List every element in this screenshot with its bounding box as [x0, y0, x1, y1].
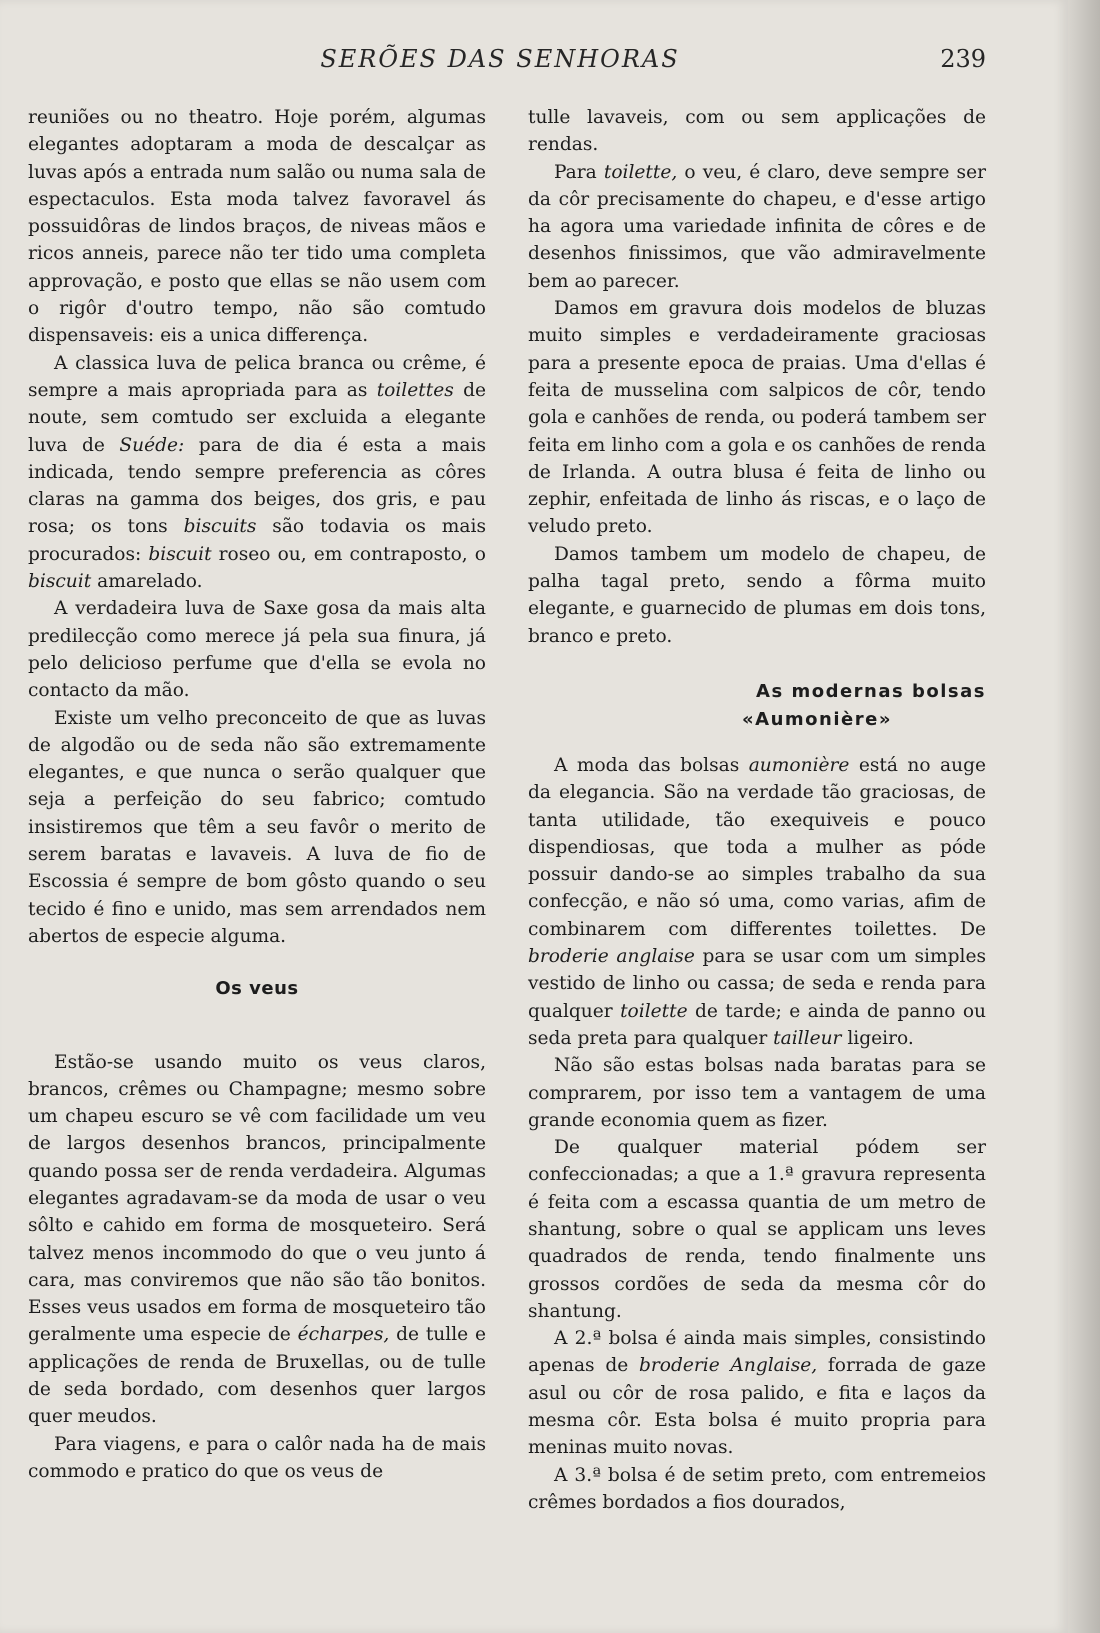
paragraph: Existe um velho preconceito de que as luvas de algodão ou de seda não são extremamente elegantes, e que nunca o serão qualquer que seja a perfeição do seu fabrico; comtudo insistiremos que têm a seu favôr o merito de serem baratas e lavaveis. A luva de fio de Escossia é sempre de bom gôsto quando o seu tecido é fino e unido, mas sem arrendados nem abertos de especie alguma.	[28, 707, 486, 947]
right-column	[528, 104, 986, 1516]
paragraph: tulle lavaveis, com ou sem applicações de rendas.	[528, 107, 986, 156]
running-title: SERÕES DAS SENHORAS	[320, 45, 680, 73]
paragraph: A moda das bolsas aumonière está no auge da elegancia. São na verdade tão graciosas, de tanta utilidade, tão exequiveis e pouco dispendiosas, que toda a mulher as póde possuir dando-se ao simples trabalho da sua confecção, e não só uma, como varias, afim de combinarem com differentes toilettes. De broderie anglaise para se usar com um simples vestido de linho ou cassa; de seda e renda para qualquer toilette de tarde; e ainda de panno ou seda preta para qualquer tailleur ligeiro.	[528, 754, 987, 1049]
paragraph: A verdadeira luva de Saxe gosa da mais alta predilecção como merece já pela sua finura, já pelo delicioso perfume que d'ella se evola no contacto da mão.	[28, 598, 486, 702]
heading-line-2: «Aumonière»	[742, 708, 892, 730]
section-heading-bolsas	[528, 678, 986, 734]
running-head	[0, 45, 1068, 85]
paragraph: reuniões ou no theatro. Hoje porém, algumas elegantes adoptaram a moda de descalçar as luvas após a entrada num salão ou numa sala de espectaculos. Esta moda talvez favoravel ás possuidôras de lindos braços, de niveas mãos e ricos anneis, parece não ter tido uma completa approvação, e posto que ellas se não usem com o rigôr d'outro tempo, não são comtudo dispensaveis: eis a unica differença.	[28, 107, 486, 347]
paragraph: Damos em gravura dois modelos de bluzas muito simples e verdadeiramente graciosas para a presente epoca de praias. Uma d'ellas é feita de musselina com salpicos de côr, tendo gola e canhões de renda, ou poderá tambem ser feita em linho com a gola e os canhões de renda de Irlanda. A outra blusa é feita de linho ou zephir, enfeitada de linho ás riscas, e o laço de veludo preto.	[528, 298, 986, 538]
paragraph: De qualquer material pódem ser confeccionadas; a que a 1.ª gravura representa é feita com a escassa quantia de um metro de shantung, sobre o qual se applicam uns leves quadrados de renda, tendo finalmente uns grossos cordões de seda da mesma côr do shantung.	[528, 1137, 986, 1322]
paragraph: A 2.ª bolsa é ainda mais simples, consistindo apenas de broderie Anglaise, forrada de gaze asul ou côr de rosa palido, e fita e laços da mesma côr. Esta bolsa é muito propria para meninas muito novas.	[528, 1328, 986, 1459]
paragraph: Para viagens, e para o calôr nada ha de mais commodo e pratico do que os veus de	[28, 1433, 486, 1482]
paragraph: A classica luva de pelica branca ou crême, é sempre a mais apropriada para as toilettes de noute, sem comtudo ser excluida a elegante luva de Suéde: para de dia é esta a mais indicada, tendo sempre preferencia as côres claras na gamma dos beiges, dos gris, e pau rosa; os tons biscuits são todavia os mais procurados: biscuit roseo ou, em contraposto, o biscuit amarelado.	[28, 352, 487, 593]
heading-line-1: As modernas bolsas	[756, 680, 986, 702]
paragraph: A 3.ª bolsa é de setim preto, com entremeios crêmes bordados a fios dourados,	[528, 1464, 986, 1513]
paragraph: Damos tambem um modelo de chapeu, de palha tagal preto, sendo a fôrma muito elegante, e guarnecido de plumas em dois tons, branco e preto.	[528, 543, 986, 647]
paragraph: Não são estas bolsas nada baratas para se comprarem, por isso tem a vantagem de uma grande economia quem as fizer.	[528, 1055, 986, 1131]
paragraph: Para toilette, o veu, é claro, deve sempre ser da côr precisamente do chapeu, e d'esse artigo ha agora uma variedade infinita de côres e de desenhos finissimos, que vão admiravelmente bem ao parecer.	[528, 161, 986, 292]
paragraph: Estão-se usando muito os veus claros, brancos, crêmes ou Champagne; mesmo sobre um chapeu escuro se vê com facilidade um veu de largos desenhos brancos, principalmente quando possa ser de renda verdadeira. Algumas elegantes agradavam-se da moda de usar o veu sôlto e cahido em forma de mosqueteiro. Será talvez menos incommodo do que o veu junto á cara, mas conviremos que não são tão bonitos. Esses veus usados em forma de mosqueteiro tão geralmente uma especie de écharpes, de tulle e applicações de renda de Bruxellas, ou de tulle de seda bordado, com desenhos quer largos quer meudos.	[28, 1051, 486, 1428]
page-edge	[1068, 0, 1100, 1633]
section-heading-veus: Os veus	[215, 978, 299, 1000]
page-number: 239	[940, 45, 986, 73]
left-column	[28, 104, 486, 1485]
